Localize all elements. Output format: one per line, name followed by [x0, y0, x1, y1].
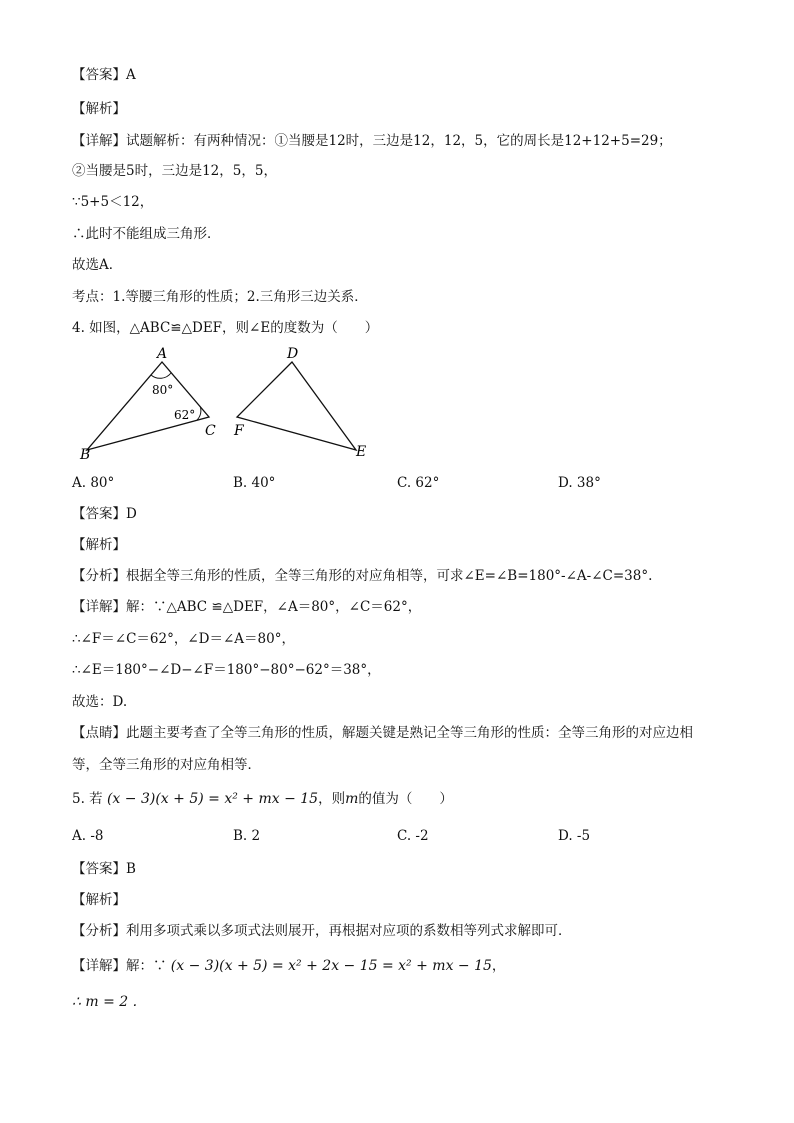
option-b: B. 40°: [233, 475, 276, 491]
kaodian-line: 考点：1.等腰三角形的性质；2.三角形三边关系．: [72, 289, 368, 305]
option-c: C. -2: [397, 828, 429, 844]
choice-line: 故选：D.: [72, 694, 128, 710]
question-5-stem: [72, 790, 453, 808]
option-a: A. -8: [72, 828, 104, 844]
triangle-def: [237, 362, 356, 450]
angle-a-arc: [151, 373, 171, 378]
option-c: C. 62°: [397, 475, 440, 491]
detail-line: 【详解】解：∵△ABC ≌△DEF，∠A＝80°，∠C＝62°，: [72, 599, 422, 615]
angle-c-arc: [197, 406, 201, 420]
detail-line: 【详解】试题解析：有两种情况：①当腰是12时，三边是12，12，5，它的周长是12+12+5=29；: [72, 133, 672, 149]
option-d: D. -5: [558, 828, 591, 844]
stem-equation: (x − 3)(x + 5) = x² + mx − 15: [106, 791, 319, 807]
dianjing-line: 等，全等三角形的对应角相等．: [72, 757, 261, 773]
fenxi-line: 【分析】利用多项式乘以多项式法则展开，再根据对应项的系数相等列式求解即可．: [72, 923, 572, 939]
triangles-figure: [72, 342, 392, 467]
dianjing-line: 【点睛】此题主要考查了全等三角形的性质，解题关键是熟记全等三角形的性质：全等三角形的对应边相: [72, 725, 693, 741]
answer-label: 【答案】B: [72, 861, 136, 877]
choice-line: 故选A．: [72, 257, 123, 273]
option-d: D. 38°: [558, 475, 601, 491]
analysis-label: 【解析】: [72, 892, 126, 908]
detail-line: ∴∠F＝∠C＝62°，∠D＝∠A＝80°，: [72, 631, 295, 647]
detail-line: ②当腰是5时，三边是12，5，5，: [72, 163, 277, 179]
angle-a-value: 80°: [152, 383, 174, 397]
option-a: A. 80°: [72, 475, 115, 491]
answer-label: 【答案】D: [72, 506, 137, 522]
question-4-stem: 4. 如图，△ABC≌△DEF，则∠E的度数为（ ）: [72, 320, 379, 336]
answer-label: 【答案】A: [72, 67, 136, 83]
stem-prefix: 5. 若: [72, 791, 103, 807]
detail-prefix: 【详解】解：∵: [72, 958, 167, 974]
detail-suffix: ，: [491, 958, 506, 974]
detail-line: [72, 957, 505, 975]
vertex-d-label: D: [287, 346, 299, 362]
detail-line: ∴此时不能组成三角形．: [72, 226, 221, 242]
stem-mid: ，则: [318, 791, 346, 807]
vertex-b-label: B: [80, 447, 91, 463]
detail-equation: (x − 3)(x + 5) = x² + 2x − 15 = x² + mx − 15: [170, 958, 492, 974]
fenxi-line: 【分析】根据全等三角形的性质，全等三角形的对应角相等，可求∠E=∠B=180°-∠A-∠C=38°.: [72, 568, 653, 584]
option-b: B. 2: [233, 828, 261, 844]
detail-line: ∵5+5＜12，: [72, 194, 154, 210]
vertex-c-label: C: [205, 423, 216, 439]
vertex-f-label: F: [234, 423, 244, 439]
vertex-a-label: A: [157, 346, 168, 362]
stem-variable: m: [345, 791, 359, 807]
analysis-label: 【解析】: [72, 101, 126, 117]
analysis-label: 【解析】: [72, 537, 126, 553]
angle-c-value: 62°: [174, 408, 196, 422]
triangle-abc: [87, 362, 209, 450]
detail-line: ∴∠E＝180°−∠D−∠F＝180°−80°−62°＝38°，: [72, 662, 381, 678]
stem-suffix: 的值为（ ）: [358, 791, 453, 807]
therefore-line: ∴ m = 2 .: [72, 994, 138, 1010]
vertex-e-label: E: [356, 444, 367, 460]
